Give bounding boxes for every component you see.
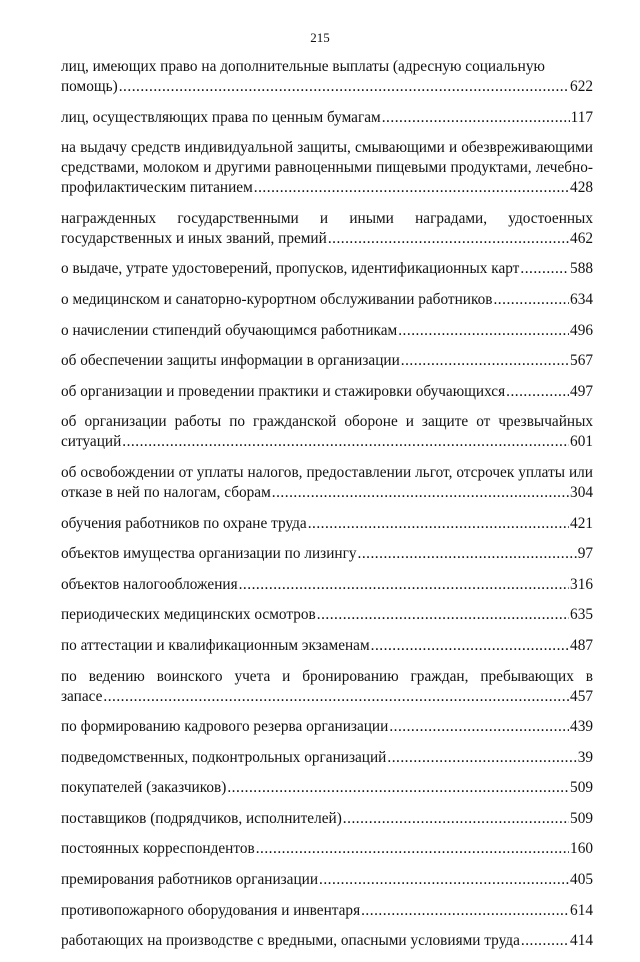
entry-text: постоянных корреспондентов — [61, 840, 255, 858]
entry-first-line: на выдачу средств индивидуальной защиты, смывающими и обезвреживающими средствами, молоком и другими равноценными пищевыми продуктами, лечебно- — [61, 139, 593, 177]
dot-leader — [401, 351, 569, 371]
entry-first-line: об организации работы по гражданской обороне и защите от чрезвычайных — [61, 413, 593, 431]
entry-text: премирования работников организации — [61, 871, 319, 889]
entry-page-number: 509 — [570, 779, 593, 797]
index-entry — [61, 839, 593, 859]
entry-page-number: 117 — [570, 108, 593, 126]
index-entry — [61, 57, 593, 97]
entry-text: о выдаче, утрате удостоверений, пропусков, идентификационных карт — [61, 260, 520, 278]
entry-page-number: 567 — [570, 352, 593, 370]
entry-text: подведомственных, подконтрольных организаций — [61, 748, 387, 766]
entry-page-number: 588 — [570, 260, 593, 278]
entry-page-number: 496 — [570, 321, 593, 339]
index-entry — [61, 667, 593, 707]
index-entry — [61, 575, 593, 595]
entry-text: поставщиков (подрядчиков, исполнителей) — [61, 809, 342, 827]
dot-leader — [389, 717, 569, 737]
dot-leader — [256, 839, 569, 859]
entry-text: по аттестации и квалификационным экзаменам — [61, 636, 370, 654]
index-entry — [61, 108, 593, 128]
page-number: 215 — [310, 30, 330, 45]
entry-page-number: 405 — [570, 871, 593, 889]
entry-text: государственных и иных званий, премий — [61, 229, 327, 247]
dot-leader — [493, 290, 569, 310]
dot-leader — [119, 77, 569, 97]
index-entry — [61, 259, 593, 279]
entry-page-number: 487 — [570, 636, 593, 654]
entry-text: помощь) — [61, 78, 118, 95]
index-entry — [61, 931, 593, 951]
dot-leader — [521, 931, 569, 951]
entry-text: покупателей (заказчиков) — [61, 779, 227, 797]
index-entry — [61, 544, 593, 564]
index-entry — [61, 351, 593, 371]
dot-leader — [239, 575, 569, 595]
dot-leader — [371, 636, 569, 656]
dot-leader — [103, 687, 569, 707]
dot-leader — [358, 544, 577, 564]
index-entry — [61, 717, 593, 737]
dot-leader — [343, 809, 569, 829]
dot-leader — [317, 605, 569, 625]
dot-leader — [308, 514, 569, 534]
entry-text: периодических медицинских осмотров — [61, 606, 316, 624]
index-list — [61, 57, 593, 962]
entry-page-number: 414 — [570, 932, 593, 950]
dot-leader — [272, 483, 569, 503]
entry-page-number: 421 — [570, 514, 593, 532]
index-entry — [61, 605, 593, 625]
entry-page-number: 316 — [570, 575, 593, 593]
entry-text: об обеспечении защиты информации в организации — [61, 352, 400, 370]
entry-text: о начислении стипендий обучающимся работникам — [61, 321, 398, 339]
index-entry — [61, 412, 593, 452]
dot-leader — [398, 321, 569, 341]
entry-first-line: награжденных государственными и иными наградами, удостоенных — [61, 209, 593, 227]
entry-first-line: по ведению воинского учета и бронированию граждан, пребывающих в — [61, 667, 593, 685]
entry-text: ситуаций — [61, 433, 122, 451]
dot-leader — [506, 382, 569, 402]
entry-page-number: 614 — [570, 901, 593, 919]
dot-leader — [122, 432, 569, 452]
entry-first-line: лиц, имеющих право на дополнительные выплаты (адресную социальную — [61, 58, 545, 75]
entry-page-number: 439 — [570, 718, 593, 736]
entry-page-number: 39 — [577, 748, 593, 766]
entry-page-number: 635 — [570, 606, 593, 624]
entry-text: профилактическим питанием — [61, 179, 253, 197]
index-entry — [61, 209, 593, 249]
index-entry — [61, 290, 593, 310]
dot-leader — [382, 108, 570, 128]
index-entry — [61, 382, 593, 402]
entry-page-number: 304 — [570, 483, 593, 501]
entry-page-number: 428 — [570, 179, 593, 197]
index-entry — [61, 778, 593, 798]
index-entry — [61, 901, 593, 921]
dot-leader — [387, 748, 576, 768]
entry-page-number: 622 — [570, 78, 593, 95]
index-entry — [61, 321, 593, 341]
index-entry — [61, 514, 593, 534]
entry-page-number: 97 — [577, 545, 593, 563]
entry-text: объектов имущества организации по лизингу — [61, 545, 357, 563]
index-entry — [61, 463, 593, 503]
entry-text: объектов налогообложения — [61, 575, 238, 593]
entry-page-number: 497 — [570, 382, 593, 400]
dot-leader — [520, 259, 569, 279]
entry-text: запасе — [61, 687, 103, 705]
entry-page-number: 509 — [570, 809, 593, 827]
entry-page-number: 634 — [570, 290, 593, 308]
entry-text: отказе в ней по налогам, сборам — [61, 483, 271, 501]
index-entry — [61, 636, 593, 656]
entry-page-number: 160 — [570, 840, 593, 858]
entry-text: по формированию кадрового резерва организации — [61, 718, 389, 736]
index-entry — [61, 870, 593, 890]
dot-leader — [227, 778, 569, 798]
entry-first-line: об освобождении от уплаты налогов, предоставлении льгот, отсрочек уплаты или — [61, 463, 593, 481]
index-entry — [61, 809, 593, 829]
entry-text: об организации и проведении практики и стажировки обучающихся — [61, 382, 506, 400]
index-entry — [61, 748, 593, 768]
dot-leader — [328, 229, 569, 249]
entry-page-number: 457 — [570, 687, 593, 705]
index-entry — [61, 138, 593, 198]
entry-text: противопожарного оборудования и инвентаря — [61, 901, 361, 919]
dot-leader — [254, 178, 569, 198]
entry-text: работающих на производстве с вредными, опасными условиями труда — [61, 932, 520, 950]
entry-page-number: 601 — [570, 433, 593, 451]
dot-leader — [361, 901, 569, 921]
dot-leader — [319, 870, 569, 890]
entry-text: лиц, осуществляющих права по ценным бумагам — [61, 108, 381, 126]
entry-text: о медицинском и санаторно-курортном обслуживании работников — [61, 290, 493, 308]
entry-page-number: 462 — [570, 229, 593, 247]
entry-text: обучения работников по охране труда — [61, 514, 307, 532]
